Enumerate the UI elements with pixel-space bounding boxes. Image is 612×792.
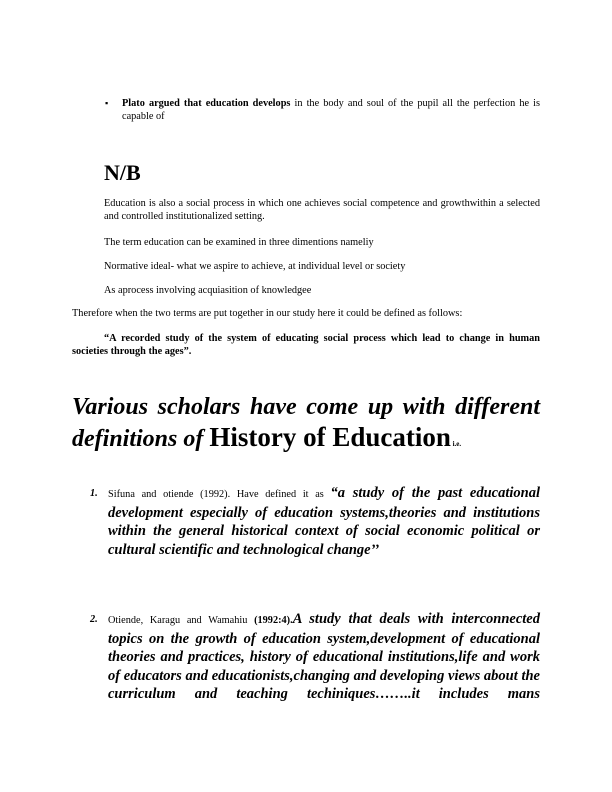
paragraph: The term education can be examined in three dimentions nameliy: [104, 237, 374, 248]
item-text: A study that deals with interconnected topics on the growth of education system,development of educational theories and practices, history of educational institutions,life and work of educators and educationists,changing and developing views about the curriculum and teaching techiniques……..it includes mans: [108, 611, 540, 702]
heading-suffix: i.e.: [450, 440, 462, 448]
definition-quote: “A recorded study of the system of educating social process which lead to change in human societies through the ages”.: [72, 333, 540, 357]
item-text: “a study of the past educational development especially of education systems,theories and institutions within the general historical context of social economic political or cultural scientific and technological change’’: [108, 485, 541, 558]
section-heading-line1: Various scholars have come up with different: [72, 394, 540, 420]
definition-item: [90, 484, 541, 559]
item-number: 1.: [90, 488, 98, 499]
heading-main: History of Education: [209, 422, 451, 452]
item-source: Sifuna and otiende (1992). Have defined it as: [108, 489, 331, 500]
bullet-paragraph: [105, 98, 541, 123]
definition-item: [90, 610, 540, 703]
bullet-text: in the body and soul of the pupil all the perfection he is capable of: [122, 98, 541, 122]
nb-heading: N/B: [104, 160, 141, 185]
bullet-bold-text: Plato argued that education develops: [122, 98, 291, 109]
section-heading-line2: [72, 422, 461, 460]
item-number: 2.: [90, 614, 98, 625]
paragraph: Normative ideal- what we aspire to achieve, at individual level or society: [104, 261, 406, 272]
paragraph: Education is also a social process in which one achieves social competence and growthwithin a selected and controlled institutionalized setting.: [104, 198, 540, 222]
heading-italic: definitions of: [72, 426, 210, 452]
paragraph: As aprocess involving acquiasition of knowledgee: [104, 285, 312, 296]
item-source-year: (1992:4).: [254, 615, 293, 626]
paragraph: Therefore when the two terms are put together in our study here it could be defined as follows:: [72, 308, 463, 319]
item-source: Otiende, Karagu and Wamahiu: [108, 615, 255, 626]
bullet-icon: ▪: [105, 98, 109, 108]
